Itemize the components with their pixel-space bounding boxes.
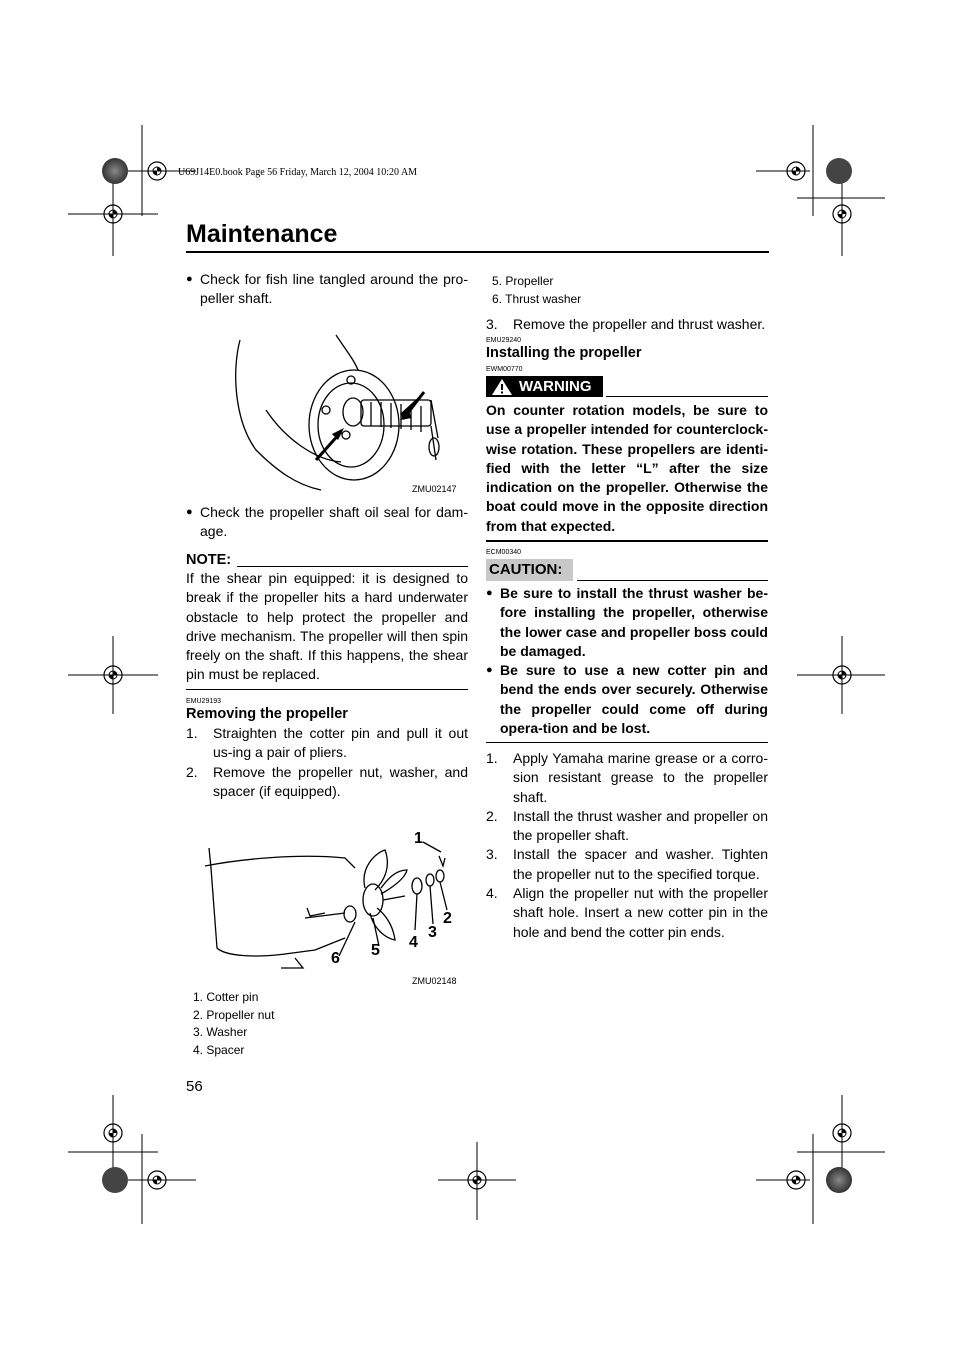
bullet-fish-line: ● Check for fish line tangled around the pro-peller shaft. bbox=[186, 271, 468, 307]
right-captions bbox=[492, 273, 581, 308]
callout-5: 5 bbox=[371, 942, 380, 959]
note-rule-bottom bbox=[186, 689, 468, 690]
warning-text: On counter rotation models, be sure to use a propeller intended for counterclock-wise rotation. These propellers are identi-fied with the letter “L” after the size indication on the propeller. Otherwise the boat could move in the opposite direction from that expected. bbox=[486, 402, 768, 534]
caption-item: 2. Propeller nut bbox=[193, 1007, 275, 1022]
section-title-removing: Removing the propeller bbox=[186, 706, 348, 722]
warning-triangle-icon bbox=[491, 378, 513, 396]
caution-rule-bottom bbox=[486, 742, 768, 743]
figure2-captions bbox=[193, 989, 274, 1059]
caution-code: ECM00340 bbox=[486, 549, 522, 556]
section-code-installing: EMU29240 bbox=[486, 337, 522, 344]
installing-steps bbox=[486, 749, 768, 942]
list-item: 4. Align the propeller nut with the propeller shaft hole. Insert a new cotter pin in the hole and bend the cotter pin ends. bbox=[486, 885, 768, 940]
removing-steps bbox=[186, 724, 468, 801]
list-item: 2. Remove the propeller nut, washer, and spacer (if equipped). bbox=[186, 763, 468, 799]
title-rule bbox=[186, 251, 769, 253]
page-title: Maintenance bbox=[186, 220, 338, 248]
section-code: EMU29193 bbox=[186, 698, 222, 705]
caption-item: 1. Cotter pin bbox=[193, 990, 259, 1004]
page-number: 56 bbox=[186, 1078, 203, 1095]
warning-badge bbox=[486, 376, 603, 397]
note-rule-top bbox=[237, 566, 468, 567]
caption-item: 6. Thrust washer bbox=[492, 291, 582, 306]
callout-6: 6 bbox=[331, 950, 340, 967]
removing-step-3 bbox=[486, 315, 768, 334]
callout-3: 3 bbox=[428, 924, 437, 941]
list-item: 2. Install the thrust washer and propeller on the propeller shaft. bbox=[486, 807, 768, 844]
warning-label: WARNING bbox=[519, 378, 592, 395]
warning-rule-bottom bbox=[486, 540, 768, 542]
list-item: 1. Apply Yamaha marine grease or a corro-sion resistant grease to the propeller shaft. bbox=[486, 750, 768, 805]
note-text: If the shear pin equipped: it is designed to break if the propeller hits a hard underwater obstacle to help protect the propeller and drive mechanism. The propeller will then spin freely on the shaft. If this happens, the shear pin must be replaced. bbox=[186, 570, 468, 683]
note-label: NOTE: bbox=[186, 552, 232, 568]
bullet-oil-seal: ● Check the propeller shaft oil seal for dam-age. bbox=[186, 504, 468, 540]
caution-bullet-2: ● Be sure to use a new cotter pin and bend the ends over securely. Otherwise the propeller could come off during opera-tion and be lost. bbox=[486, 662, 768, 736]
caution-rule-top bbox=[577, 580, 768, 581]
caution-bullet-1: ● Be sure to install the thrust washer be-fore installing the propeller, otherwise the lower case and propeller boss could be damaged. bbox=[486, 585, 768, 659]
callout-2: 2 bbox=[443, 910, 452, 927]
caption-item: 3. Washer bbox=[193, 1025, 248, 1040]
list-item: 3. Remove the propeller and thrust washer. bbox=[486, 316, 766, 332]
propeller-shaft-figure bbox=[226, 330, 466, 495]
caution-label: CAUTION: bbox=[489, 561, 563, 578]
warning-code: EWM00770 bbox=[486, 366, 523, 373]
figure2-code: ZMU02148 bbox=[412, 976, 457, 986]
caption-item: 4. Spacer bbox=[193, 1042, 245, 1057]
caution-badge bbox=[486, 559, 573, 581]
callout-4: 4 bbox=[409, 934, 418, 951]
section-title-installing: Installing the propeller bbox=[486, 345, 642, 361]
warning-rule-top bbox=[606, 396, 768, 397]
callout-1: 1 bbox=[414, 830, 423, 847]
book-header-line: U69J14E0.book Page 56 Friday, March 12, 2004 10:20 AM bbox=[178, 167, 418, 178]
figure1-code: ZMU02147 bbox=[412, 484, 457, 494]
caption-item: 5. Propeller bbox=[492, 274, 554, 288]
list-item: 3. Install the spacer and washer. Tighten the propeller nut to the specified torque. bbox=[486, 846, 768, 882]
list-item: 1. Straighten the cotter pin and pull it out us-ing a pair of pliers. bbox=[186, 725, 468, 761]
